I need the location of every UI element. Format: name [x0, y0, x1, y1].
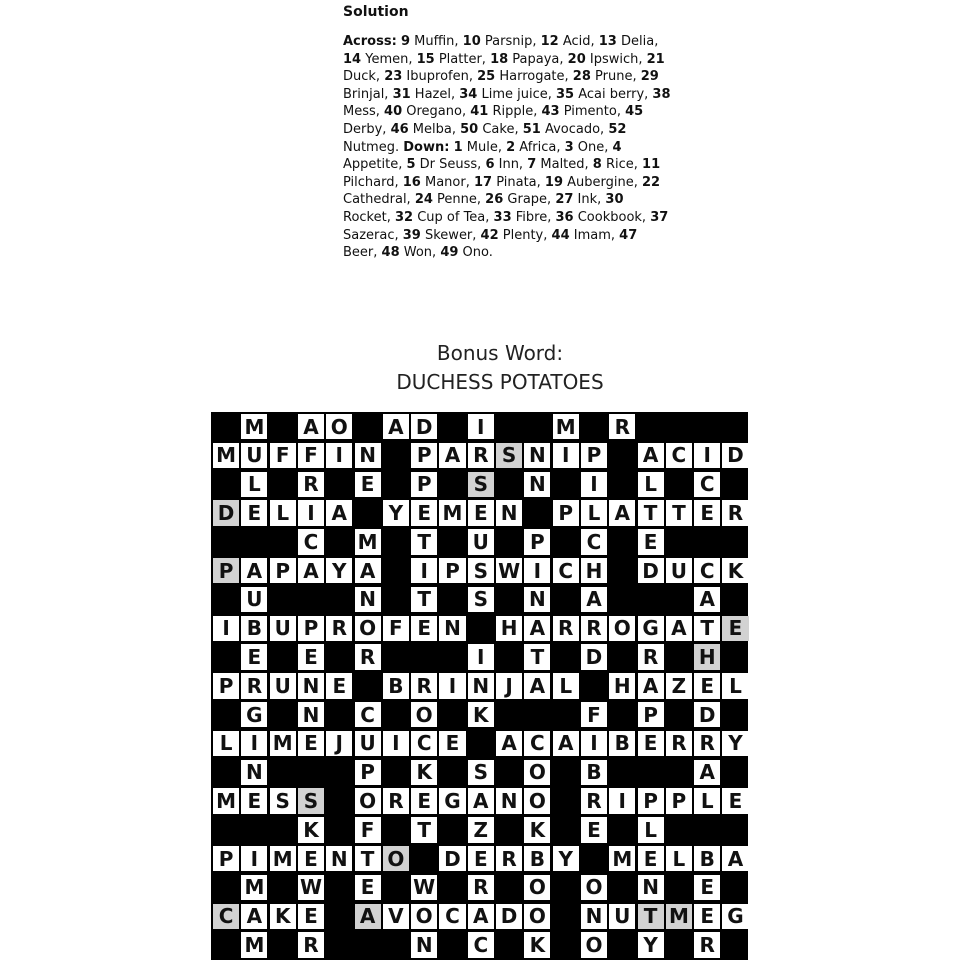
grid-cell: I: [411, 558, 437, 583]
grid-cell: N: [298, 673, 324, 698]
grid-cell: F: [270, 443, 296, 468]
grid-cell: I: [439, 673, 465, 698]
grid-cell: E: [694, 500, 720, 525]
grid-cell: W: [411, 875, 437, 900]
grid-cell: Y: [383, 500, 409, 525]
grid-cell: L: [270, 500, 296, 525]
grid-cell: P: [553, 500, 579, 525]
grid-cell: E: [638, 529, 664, 554]
grid-cell: D: [694, 702, 720, 727]
grid-cell: J: [496, 673, 522, 698]
grid-cell: B: [383, 673, 409, 698]
grid-cell: M: [355, 529, 381, 554]
grid-cell: B: [241, 616, 267, 641]
grid-cell: U: [355, 731, 381, 756]
grid-cell: K: [722, 558, 748, 583]
grid-cell: R: [468, 875, 494, 900]
grid-cell: I: [326, 443, 352, 468]
grid-cell: O: [383, 846, 409, 871]
grid-cell: H: [496, 616, 522, 641]
grid-cell: R: [694, 932, 720, 957]
grid-cell: P: [213, 558, 239, 583]
grid-cell: M: [553, 414, 579, 439]
grid-cell: R: [666, 731, 692, 756]
grid-cell: U: [270, 616, 296, 641]
grid-cell: D: [411, 414, 437, 439]
grid-cell: F: [355, 817, 381, 842]
grid-cell: L: [553, 673, 579, 698]
grid-cell: S: [496, 443, 522, 468]
grid-cell: A: [326, 500, 352, 525]
grid-cell: E: [411, 616, 437, 641]
grid-cell: S: [468, 558, 494, 583]
grid-cell: R: [638, 644, 664, 669]
grid-cell: N: [638, 875, 664, 900]
grid-cell: A: [298, 558, 324, 583]
grid-cell: N: [524, 587, 550, 612]
grid-cell: D: [496, 904, 522, 929]
grid-cell: P: [355, 760, 381, 785]
grid-cell: L: [213, 731, 239, 756]
grid-cell: E: [355, 472, 381, 497]
crossword-grid: [211, 412, 748, 960]
grid-cell: S: [298, 788, 324, 813]
grid-cell: B: [524, 846, 550, 871]
grid-cell: H: [694, 644, 720, 669]
grid-cell: M: [241, 932, 267, 957]
grid-cell: E: [411, 788, 437, 813]
grid-cell: O: [326, 414, 352, 439]
grid-cell: R: [468, 443, 494, 468]
grid-cell: C: [298, 529, 324, 554]
grid-cell: I: [241, 731, 267, 756]
grid-cell: A: [524, 673, 550, 698]
grid-cell: E: [241, 788, 267, 813]
grid-cell: L: [694, 788, 720, 813]
grid-cell: E: [326, 673, 352, 698]
grid-cell: P: [298, 616, 324, 641]
grid-cell: C: [213, 904, 239, 929]
grid-cell: N: [581, 904, 607, 929]
grid-cell: R: [553, 616, 579, 641]
grid-cell: E: [722, 616, 748, 641]
grid-cell: P: [411, 443, 437, 468]
grid-cell: O: [524, 875, 550, 900]
grid-cell: M: [666, 904, 692, 929]
grid-cell: O: [355, 616, 381, 641]
grid-cell: K: [468, 702, 494, 727]
grid-cell: B: [581, 760, 607, 785]
grid-cell: N: [468, 673, 494, 698]
grid-cell: U: [270, 673, 296, 698]
grid-cell: C: [524, 731, 550, 756]
grid-cell: N: [496, 788, 522, 813]
grid-cell: A: [524, 616, 550, 641]
grid-cell: C: [581, 529, 607, 554]
grid-cell: A: [355, 904, 381, 929]
grid-cell: E: [241, 644, 267, 669]
solution-text: Across: 9 Muffin, 10 Parsnip, 12 Acid, 13 Delia, 14 Yemen, 15 Platter, 18 Papaya, 20 Ipswich, 21 Duck, 23 Ibuprofen, 25 Harrogate, 28 Prune, 29 Brinjal, 31 Hazel, 34 Lime juice, 35 Acai berry, 38 Mess, 40 Oregano, 41 Ripple, 43 Pimento, 45 Derby, 46 Melba, 50 Cake, 51 Avocado, 52 Nutmeg. Down: 1 Mule, 2 Africa, 3 One, 4 Appetite, 5 Dr Seuss, 6 Inn, 7 Malted, 8 Rice, 11 Pilchard, 16 Manor, 17 Pinata, 19 Aubergine, 22 Cathedral, 24 Penne, 26 Grape, 27 Ink, 30 Rocket, 32 Cup of Tea, 33 Fibre, 36 Cookbook, 37 Sazerac, 39 Skewer, 42 Plenty, 44 Imam, 47 Beer, 48 Won, 49 Ono.: [343, 34, 671, 261]
grid-cell: L: [722, 673, 748, 698]
grid-cell: K: [524, 817, 550, 842]
grid-cell: O: [524, 904, 550, 929]
grid-cell: N: [496, 500, 522, 525]
grid-cell: T: [411, 529, 437, 554]
grid-cell: Y: [326, 558, 352, 583]
grid-cell: R: [496, 846, 522, 871]
grid-cell: R: [581, 788, 607, 813]
grid-cell: A: [241, 558, 267, 583]
grid-cell: E: [638, 731, 664, 756]
grid-cell: O: [581, 932, 607, 957]
grid-cell: T: [694, 616, 720, 641]
grid-cell: N: [439, 616, 465, 641]
grid-cell: Y: [553, 846, 579, 871]
grid-cell: F: [581, 702, 607, 727]
grid-cell: M: [609, 846, 635, 871]
grid-cell: D: [638, 558, 664, 583]
grid-cell: N: [326, 846, 352, 871]
grid-cell: U: [609, 904, 635, 929]
grid-cell: N: [298, 702, 324, 727]
grid-cell: E: [468, 500, 494, 525]
grid-cell: P: [524, 529, 550, 554]
grid-cell: C: [439, 904, 465, 929]
grid-cell: A: [638, 673, 664, 698]
grid-cell: A: [666, 616, 692, 641]
grid-cell: E: [298, 846, 324, 871]
grid-cell: R: [326, 616, 352, 641]
grid-cell: R: [722, 500, 748, 525]
grid-cell: A: [722, 846, 748, 871]
grid-cell: K: [524, 932, 550, 957]
grid-cell: O: [524, 760, 550, 785]
grid-cell: N: [524, 443, 550, 468]
grid-cell: A: [609, 500, 635, 525]
grid-cell: R: [298, 472, 324, 497]
grid-cell: M: [241, 875, 267, 900]
grid-cell: I: [241, 846, 267, 871]
grid-cell: C: [694, 472, 720, 497]
grid-cell: R: [241, 673, 267, 698]
grid-cell: I: [581, 731, 607, 756]
grid-cell: E: [411, 500, 437, 525]
grid-cell: P: [581, 443, 607, 468]
grid-cell: I: [298, 500, 324, 525]
grid-cell: W: [298, 875, 324, 900]
grid-cell: I: [468, 414, 494, 439]
grid-cell: D: [722, 443, 748, 468]
grid-cell: I: [694, 443, 720, 468]
grid-cell: M: [270, 846, 296, 871]
grid-cell: L: [638, 817, 664, 842]
grid-cell: E: [722, 788, 748, 813]
grid-cell: T: [666, 500, 692, 525]
grid-cell: A: [468, 788, 494, 813]
grid-cell: C: [411, 731, 437, 756]
grid-cell: S: [468, 472, 494, 497]
grid-cell: E: [694, 875, 720, 900]
grid-cell: A: [355, 558, 381, 583]
grid-cell: M: [439, 500, 465, 525]
grid-cell: M: [241, 414, 267, 439]
grid-cell: M: [213, 443, 239, 468]
grid-cell: T: [411, 587, 437, 612]
grid-cell: P: [666, 788, 692, 813]
grid-cell: K: [270, 904, 296, 929]
grid-cell: A: [439, 443, 465, 468]
grid-cell: B: [694, 846, 720, 871]
grid-cell: Y: [638, 932, 664, 957]
grid-cell: R: [581, 616, 607, 641]
grid-cell: A: [241, 904, 267, 929]
grid-cell: Z: [468, 817, 494, 842]
grid-cell: R: [298, 932, 324, 957]
grid-cell: W: [496, 558, 522, 583]
grid-cell: O: [581, 875, 607, 900]
grid-cell: L: [581, 500, 607, 525]
grid-cell: V: [383, 904, 409, 929]
grid-cell: K: [411, 760, 437, 785]
grid-cell: E: [298, 644, 324, 669]
grid-cell: U: [241, 443, 267, 468]
grid-cell: F: [383, 616, 409, 641]
grid-cell: C: [694, 558, 720, 583]
grid-cell: E: [638, 846, 664, 871]
grid-cell: K: [298, 817, 324, 842]
grid-cell: I: [524, 558, 550, 583]
grid-cell: U: [241, 587, 267, 612]
grid-cell: C: [553, 558, 579, 583]
grid-cell: D: [213, 500, 239, 525]
grid-cell: F: [298, 443, 324, 468]
grid-cell: P: [638, 788, 664, 813]
grid-cell: U: [666, 558, 692, 583]
grid-cell: N: [524, 472, 550, 497]
grid-cell: O: [355, 788, 381, 813]
grid-cell: N: [241, 760, 267, 785]
solution-block: [343, 4, 673, 262]
grid-cell: N: [355, 443, 381, 468]
grid-cell: A: [298, 414, 324, 439]
grid-cell: C: [468, 932, 494, 957]
grid-cell: A: [468, 904, 494, 929]
grid-cell: D: [439, 846, 465, 871]
grid-cell: M: [213, 788, 239, 813]
grid-cell: E: [355, 875, 381, 900]
grid-cell: P: [270, 558, 296, 583]
grid-cell: A: [553, 731, 579, 756]
grid-cell: L: [638, 472, 664, 497]
grid-cell: G: [439, 788, 465, 813]
grid-cell: A: [581, 587, 607, 612]
grid-cell: R: [609, 414, 635, 439]
grid-cell: T: [355, 846, 381, 871]
grid-cell: O: [411, 702, 437, 727]
grid-cell: R: [411, 673, 437, 698]
grid-cell: R: [694, 731, 720, 756]
grid-cell: R: [355, 644, 381, 669]
grid-cell: O: [411, 904, 437, 929]
grid-cell: L: [241, 472, 267, 497]
grid-cell: O: [524, 788, 550, 813]
grid-cell: G: [241, 702, 267, 727]
grid-cell: I: [213, 616, 239, 641]
grid-cell: J: [326, 731, 352, 756]
grid-cell: S: [468, 760, 494, 785]
grid-cell: B: [609, 731, 635, 756]
grid-cell: T: [411, 817, 437, 842]
grid-cell: P: [439, 558, 465, 583]
grid-cell: G: [722, 904, 748, 929]
grid-cell: T: [638, 500, 664, 525]
grid-cell: Z: [666, 673, 692, 698]
grid-cell: E: [581, 817, 607, 842]
grid-cell: I: [468, 644, 494, 669]
grid-cell: T: [638, 904, 664, 929]
grid-cell: U: [468, 529, 494, 554]
grid-cell: Y: [722, 731, 748, 756]
grid-cell: P: [638, 702, 664, 727]
grid-cell: H: [581, 558, 607, 583]
grid-cell: P: [213, 846, 239, 871]
grid-cell: N: [355, 587, 381, 612]
grid-cell: C: [666, 443, 692, 468]
grid-cell: A: [496, 731, 522, 756]
bonus-word: DUCHESS POTATOES: [396, 370, 604, 394]
grid-cell: C: [355, 702, 381, 727]
grid-cell: S: [270, 788, 296, 813]
grid-cell: I: [553, 443, 579, 468]
bonus-heading: Bonus Word:: [436, 341, 564, 365]
grid-cell: O: [609, 616, 635, 641]
grid-cell: I: [609, 788, 635, 813]
grid-cell: E: [298, 731, 324, 756]
grid-cell: N: [411, 932, 437, 957]
solution-heading: Solution: [343, 4, 409, 20]
grid-cell: G: [638, 616, 664, 641]
grid-cell: A: [694, 587, 720, 612]
grid-cell: E: [298, 904, 324, 929]
grid-cell: I: [383, 731, 409, 756]
grid-cell: A: [694, 760, 720, 785]
grid-cell: E: [439, 731, 465, 756]
grid-cell: E: [241, 500, 267, 525]
grid-cell: M: [270, 731, 296, 756]
grid-cell: L: [666, 846, 692, 871]
grid-cell: P: [411, 472, 437, 497]
grid-cell: T: [524, 644, 550, 669]
grid-cell: H: [609, 673, 635, 698]
grid-cell: A: [383, 414, 409, 439]
grid-cell: E: [694, 904, 720, 929]
grid-cell: R: [383, 788, 409, 813]
grid-cell: E: [694, 673, 720, 698]
grid-cell: D: [581, 644, 607, 669]
grid-cell: I: [581, 472, 607, 497]
grid-cell: E: [468, 846, 494, 871]
grid-cell: A: [638, 443, 664, 468]
grid-cell: S: [468, 587, 494, 612]
grid-cell: P: [213, 673, 239, 698]
